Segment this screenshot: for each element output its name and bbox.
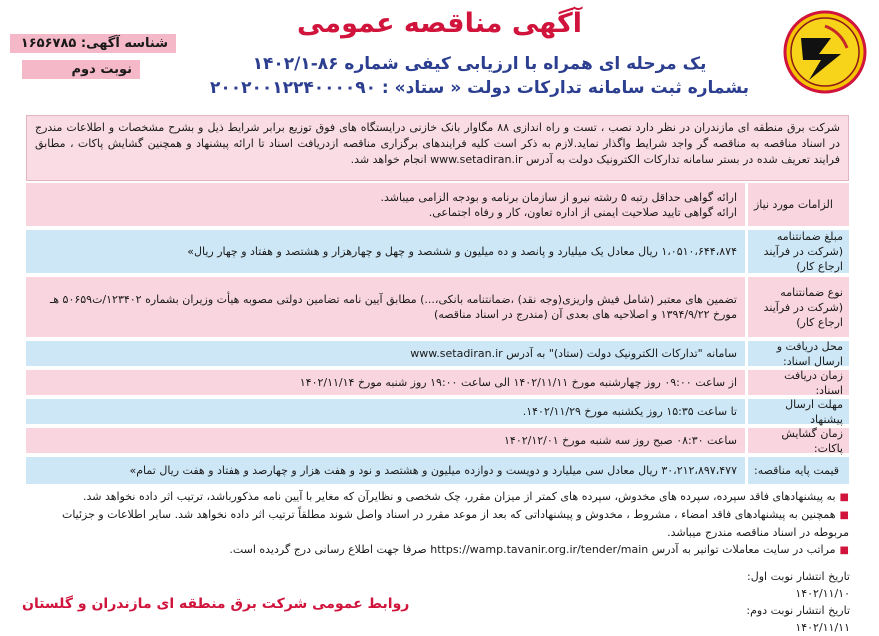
table-row bbox=[26, 341, 849, 366]
row-value: سامانه "تدارکات الکترونیک دولت (ستاد)" به آدرس www.setadiran.ir bbox=[26, 341, 745, 366]
row-label: محل دریافت و ارسال اسناد: bbox=[748, 341, 849, 366]
bullet-square-icon: ■ bbox=[839, 510, 849, 521]
row-value: ۱،۰۵۱۰،۶۴۴،۸۷۴ ریال معادل یک میلیارد و پانصد و ده میلیون و ششصد و چهل و چهارهزار و هشتصد و هفتاد و چهار ریال» bbox=[26, 230, 745, 273]
row-label: قیمت پایه مناقصه: bbox=[748, 457, 849, 484]
tender-subtitle: یک مرحله ای همراه با ارزیابی کیفی شماره ۸۶-۱۴۰۲/۱ bbox=[252, 54, 707, 74]
registration-number: بشماره ثبت سامانه تدارکات دولت « ستاد» : ۲۰۰۲۰۰۱۲۲۴۰۰۰۰۹۰ bbox=[209, 78, 750, 98]
row-value: از ساعت ۰۹:۰۰ روز چهارشنبه مورخ ۱۴۰۲/۱۱/۱۱ الی ساعت ۱۹:۰۰ روز شنبه مورخ ۱۴۰۲/۱۱/۱۴ bbox=[26, 370, 745, 395]
row-value: تضمین های معتبر (شامل فیش واریزی(وجه نقد) ،ضمانتنامه بانکی،...) مطابق آیین نامه تضامین دولتی مصوبه هیأت وزیران بشماره ۱۲۳۴۰۲/ت۵۰۶۵۹ هـ مورخ ۱۳۹۴/۹/۲۲ و اصلاحیه های بعدی آن (مندرج در اسناد مناقصه) bbox=[26, 277, 745, 337]
second-publication-date: تاریخ انتشار نوبت دوم: ۱۴۰۲/۱۱/۱۱ bbox=[746, 604, 850, 634]
table-row bbox=[26, 370, 849, 395]
public-relations-footer: روابط عمومی شرکت برق منطقه ای مازندران و گلستان bbox=[22, 596, 410, 612]
table-row bbox=[26, 230, 849, 273]
table-row bbox=[26, 399, 849, 424]
ad-id-badge: شناسه آگهی: ۱۶۵۶۷۸۵ bbox=[10, 34, 176, 53]
page-title: آگهی مناقصه عمومی bbox=[297, 8, 582, 39]
table-row bbox=[26, 457, 849, 484]
row-label: زمان گشایش پاکات: bbox=[748, 428, 849, 453]
row-label: نوع ضمانتنامه (شرکت در فرآیند ارجاع کار) bbox=[748, 277, 849, 337]
bullet-square-icon: ■ bbox=[839, 492, 849, 503]
row-label: الزامات مورد نیاز bbox=[748, 183, 849, 226]
row-label: مبلغ ضمانتنامه (شرکت در فرآیند ارجاع کار) bbox=[748, 230, 849, 273]
row-value: تا ساعت ۱۵:۳۵ روز یکشنبه مورخ ۱۴۰۲/۱۱/۲۹. bbox=[26, 399, 745, 424]
row-value: ۳۰،۲۱۲،۸۹۷،۴۷۷ ریال معادل سی میلیارد و دویست و دوازده میلیون و هشتصد و نود و هفت هزار و چهارصد و هفتاد و هفت ریال تمام» bbox=[26, 457, 745, 484]
first-publication-date: تاریخ انتشار نوبت اول: ۱۴۰۲/۱۱/۱۰ bbox=[747, 570, 850, 600]
intro-paragraph: شرکت برق منطقه ای مازندران در نظر دارد نصب ، تست و راه اندازی ۸۸ مگاوار بانک خازنی درایستگاه های فوق توزیع برابر شرایط ذیل و بشرح مشخصات و اطلاعات مندرج در اسناد مناقصه به مناقصه گر واجد شرایط واگذار نماید.لازم به ذکر است کلیه فرایندهای برگزاری مناقصه ازدریافت اسناد تا ارائه پیشنهاد و همچنین گشایش پاکات ، مطابق فرایند تعریف شده در بستر سامانه تدارکات الکترونیک دولت به آدرس www.setadiran.ir انجام خواهد شد. bbox=[26, 115, 849, 181]
bullet-square-icon: ■ bbox=[839, 545, 849, 556]
note-item: ■به پیشنهادهای فاقد سپرده، سپرده های مخدوش، سپرده های کمتر از میزان مقرر، چک شخصی و نظایرآن که مغایر با آیین نامه مذکورباشد، ترتیب اثر داده نخواهد شد. bbox=[82, 490, 849, 503]
row-value: ارائه گواهی حداقل رتبه ۵ رشته نیرو از سازمان برنامه و بودجه الزامی میباشد. ارائه گواهی تایید صلاحیت ایمنی از اداره تعاون، کار و رفاه اجتماعی. bbox=[26, 183, 745, 226]
row-label: زمان دریافت اسناد: bbox=[748, 370, 849, 395]
turn-badge: نوبت دوم bbox=[22, 60, 140, 79]
table-row bbox=[26, 428, 849, 453]
table-row bbox=[26, 277, 849, 337]
note-item: ■همچنین به پیشنهادهای فاقد امضاء ، مشروط ، مخدوش و پیشنهاداتی که بعد از موعد مقرر در اسناد واصل شوند مطلقاً ترتیب اثر داده نخواهد شد. سایر اطلاعات و جزئیات مربوطه در اسناد مناقصه مندرج میباشد. bbox=[61, 508, 849, 539]
note-item: ■مراتب در سایت معاملات توانیر به آدرس https://wamp.tavanir.org.ir/tender/main صرفا جهت اطلاع رسانی درج گردیده است. bbox=[229, 543, 849, 556]
notes-list bbox=[26, 488, 849, 559]
row-label: مهلت ارسال پیشنهاد bbox=[748, 399, 849, 424]
publication-dates bbox=[700, 568, 850, 636]
table-row bbox=[26, 183, 849, 226]
row-value: ساعت ۰۸:۳۰ صبح روز سه شنبه مورخ ۱۴۰۲/۱۲/۰۱ bbox=[26, 428, 745, 453]
